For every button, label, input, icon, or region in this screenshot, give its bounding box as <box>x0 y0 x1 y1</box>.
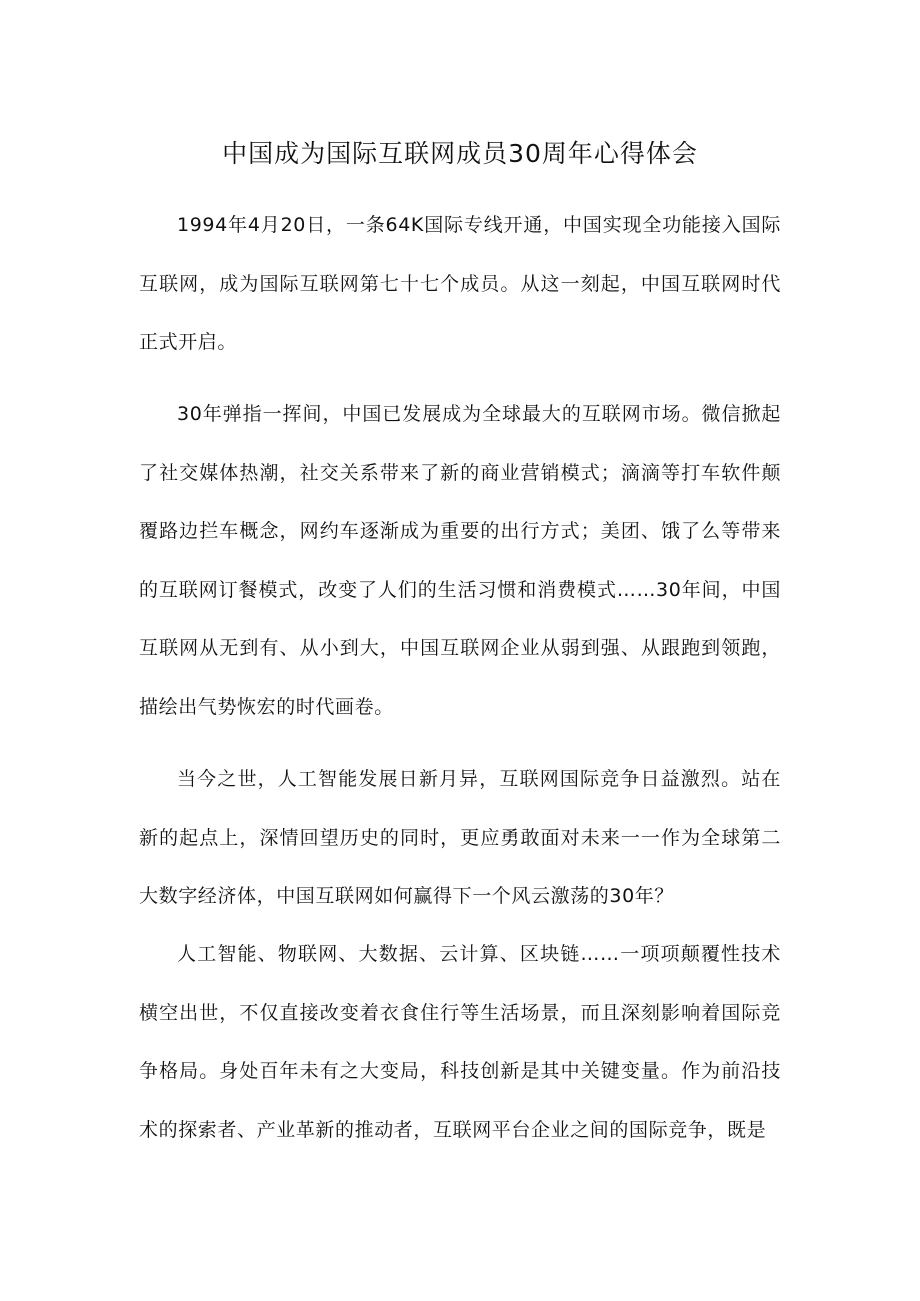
paragraph-2: 30年弹指一挥间，中国已发展成为全球最大的互联网市场。微信掀起了社交媒体热潮，社交关系带来了新的商业营销模式；滴滴等打车软件颠覆路边拦车概念，网约车逐渐成为重要的出行方式；美团、饿了么等带来的互联网订餐模式，改变了人们的生活习惯和消费模式……30年间，中国互联网从无到有、从小到大，中国互联网企业从弱到强、从跟跑到领跑，描绘出气势恢宏的时代画卷。 <box>139 403 781 718</box>
paragraph-1: 1994年4月20日，一条64K国际专线开通，中国实现全功能接入国际互联网，成为国际互联网第七十七个成员。从这一刻起，中国互联网时代正式开启。 <box>139 214 781 353</box>
document-title: 中国成为国际互联网成员30周年心得体会 <box>222 139 698 168</box>
paragraph-3: 当今之世，人工智能发展日新月异，互联网国际竞争日益激烈。站在新的起点上，深情回望历史的同时，更应勇敢面对未来一一作为全球第二大数字经济体，中国互联网如何赢得下一个风云激荡的30年？ <box>139 768 781 907</box>
paragraph-4: 人工智能、物联网、大数据、云计算、区块链……一项项颠覆性技术横空出世，不仅直接改变着衣食住行等生活场景，而且深刻影响着国际竞争格局。身处百年未有之大变局，科技创新是其中关键变量。作为前沿技术的探索者、产业革新的推动者，互联网平台企业之间的国际竞争，既是 <box>139 943 781 1141</box>
